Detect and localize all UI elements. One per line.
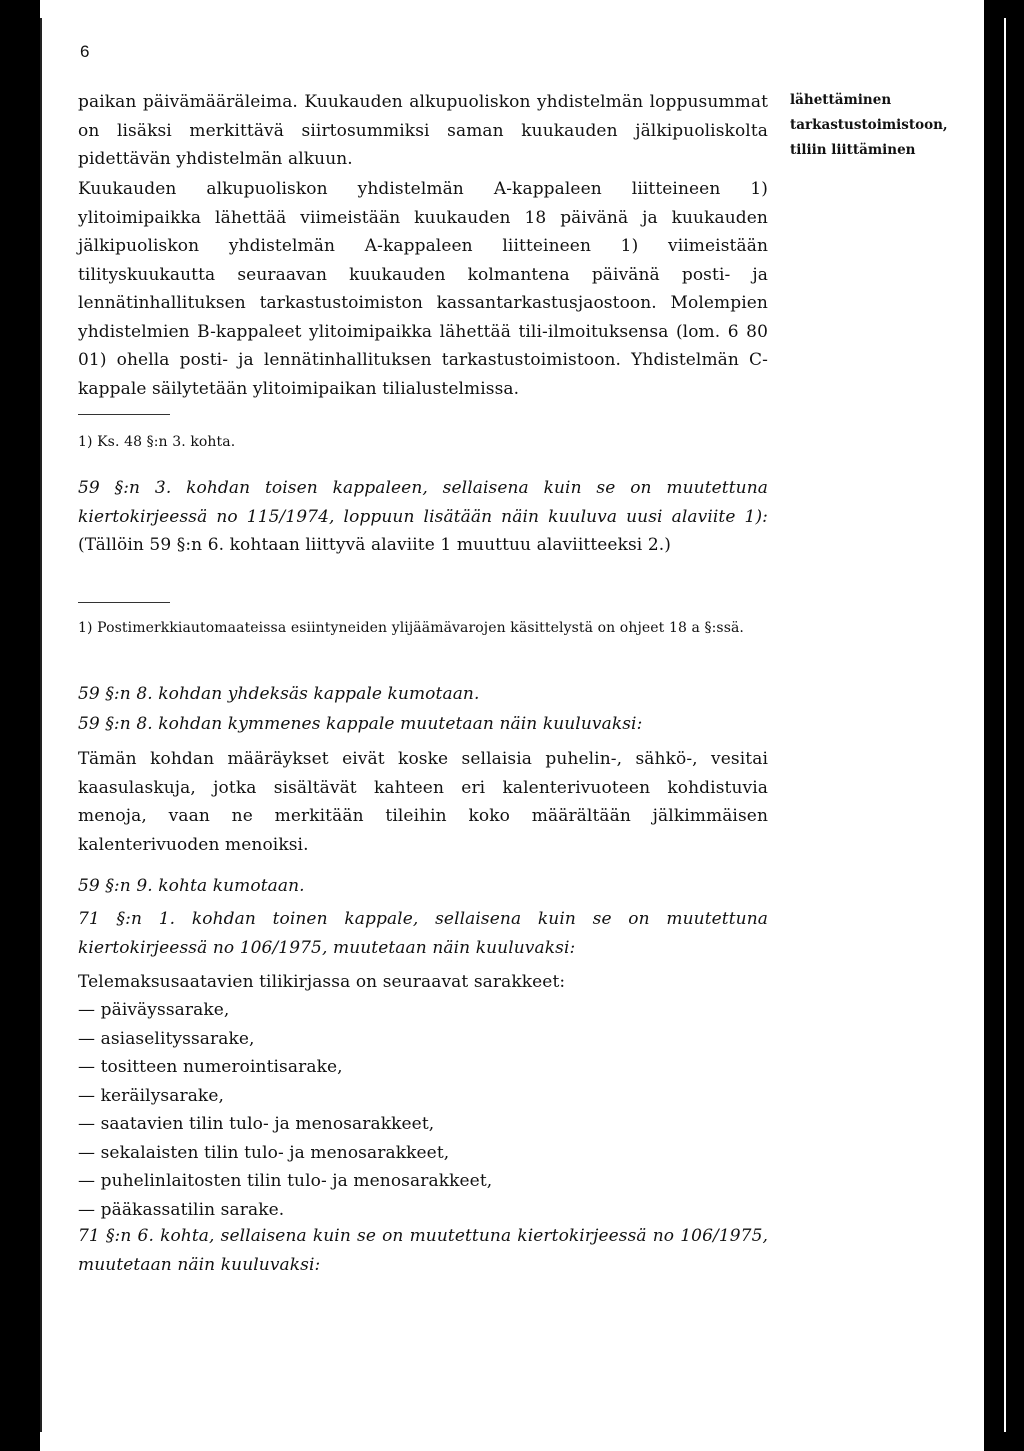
list-item: — asiaselityssarake,	[78, 1028, 255, 1049]
list-item: — puhelinlaitosten tilin tulo- ja menosarakkeet,	[78, 1171, 493, 1191]
footnote-separator-2	[78, 602, 170, 603]
scan-edge-line	[40, 18, 42, 1432]
amendment-1	[78, 474, 768, 560]
amendment-3: 59 §:n 8. kohdan kymmenes kappale muutetaan näin kuuluvaksi:	[78, 714, 643, 734]
amendment-5-block	[78, 905, 768, 962]
list-item: — tositteen numerointisarake,	[78, 1057, 343, 1077]
amendment-1-heading: 59 §:n 3. kohdan toisen kappaleen, sellaisena kuin se on muutettuna kiertokirjeessä no 115/1974, loppuun lisätään näin kuuluva uusi alaviite 1):	[78, 478, 768, 527]
list-item: — sekalaisten tilin tulo- ja menosarakkeet,	[78, 1142, 450, 1163]
paragraph-2: Kuukauden alkupuoliskon yhdistelmän A-kappaleen liitteineen 1) ylitoimipaikka lähettää viimeistään kuukauden 18 päivänä ja kuukauden jälkipuoliskon yhdistelmän A-kappaleen liitteineen 1) viimeistään tilityskuukautta seuraavan kuukauden kolmantena päivänä posti- ja lennätinhallituksen tarkastustoimiston kassantarkastusjaostoon. Molempien yhdistelmien B-kappaleet ylitoimipaikka lähettää tili-ilmoituksensa (lom. 6 80 01) ohella posti- ja lennätinhallituksen tarkastustoimistoon. Yhdistelmän C-kappale säilytetään ylitoimipaikan tilialustelmissa.	[78, 179, 768, 399]
list-item: — päiväyssarake,	[78, 1000, 230, 1020]
footnote-separator	[78, 414, 170, 415]
paragraph-1-block	[78, 88, 768, 174]
amendment-6: 71 §:n 6. kohta, sellaisena kuin se on muutettuna kiertokirjeessä no 106/1975, muutetaan näin kuuluvaksi:	[78, 1226, 768, 1275]
amendment-2: 59 §:n 8. kohdan yhdeksäs kappale kumotaan.	[78, 684, 480, 704]
paragraph-1: paikan päivämääräleima. Kuukauden alkupuoliskon yhdistelmän loppusummat on lisäksi merkittävä siirtosummiksi saman kuukauden jälkipuoliskolta pidettävän yhdistelmän alkuun.	[78, 92, 768, 169]
amendment-5: 71 §:n 1. kohdan toinen kappale, sellaisena kuin se on muutettuna kiertokirjeessä no 106/1975, muutetaan näin kuuluvaksi:	[78, 909, 768, 958]
footnote-1-block	[78, 430, 768, 455]
paragraph-4-block	[78, 968, 768, 997]
footnote-2-block	[78, 616, 768, 641]
margin-note: lähettäminen tarkastustoimistoon, tiliin liittäminen	[790, 92, 948, 158]
list-item: — pääkassatilin sarake.	[78, 1199, 285, 1220]
scan-border-left	[0, 0, 40, 1451]
amendment-3-block	[78, 710, 768, 739]
footnote-1: 1) Ks. 48 §:n 3. kohta.	[78, 434, 236, 450]
amendment-6-block	[78, 1222, 768, 1279]
scan-edge-line-right	[1004, 18, 1006, 1432]
paragraph-3-block	[78, 745, 768, 859]
paragraph-3: Tämän kohdan määräykset eivät koske sellaisia puhelin-, sähkö-, vesitai kaasulaskuja, jotka sisältävät kahteen eri kalenterivuoteen kohdistuvia menoja, vaan ne merkitään tileihin koko määrältään jälkimmäisen kalenterivuoden menoiksi.	[78, 749, 768, 855]
amendment-1-block	[78, 474, 768, 560]
amendment-1-text: (Tällöin 59 §:n 6. kohtaan liittyvä alaviite 1 muuttuu alaviitteeksi 2.)	[78, 535, 671, 555]
column-list	[78, 996, 768, 1224]
amendment-2-block	[78, 680, 768, 709]
page-number: 6	[80, 42, 90, 61]
paragraph-4: Telemaksusaatavien tilikirjassa on seuraavat sarakkeet:	[78, 972, 566, 992]
amendment-4-block	[78, 872, 768, 901]
amendment-4: 59 §:n 9. kohta kumotaan.	[78, 876, 305, 896]
list-item: — saatavien tilin tulo- ja menosarakkeet,	[78, 1114, 435, 1134]
list-item: — keräilysarake,	[78, 1085, 224, 1106]
paragraph-2-block	[78, 175, 768, 403]
footnote-2: 1) Postimerkkiautomaateissa esiintyneiden ylijäämävarojen käsittelystä on ohjeet 18 a §:ssä.	[78, 620, 744, 636]
